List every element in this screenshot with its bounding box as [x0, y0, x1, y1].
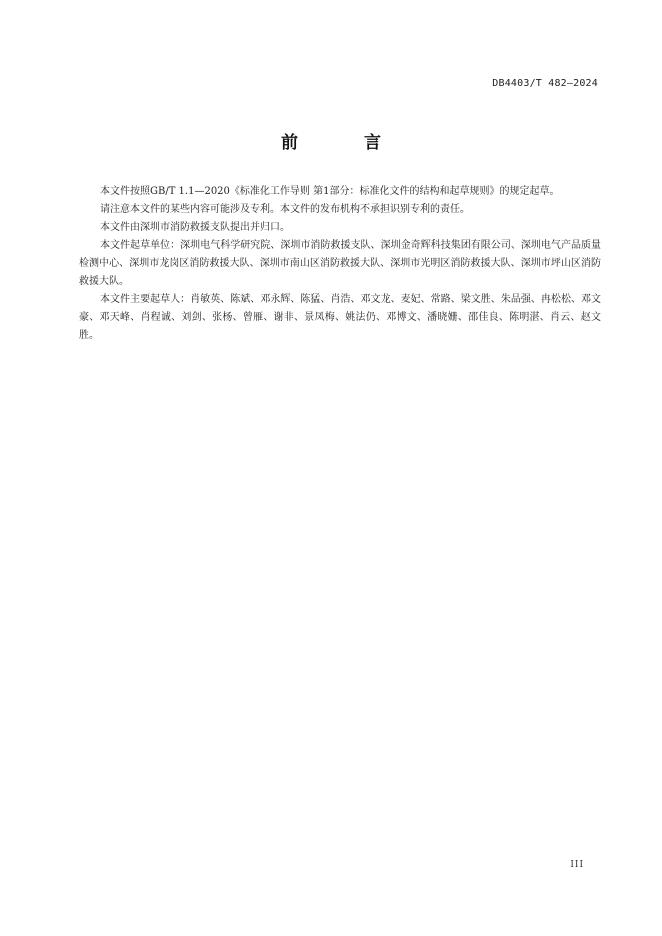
paragraph-drafting-units: 本文件起草单位：深圳电气科学研究院、深圳市消防救援支队、深圳金奇辉科技集团有限公司、深圳电气产品质量检测中心、深圳市龙岗区消防救援大队、深圳市南山区消防救援大队、深圳市光明区消防救援大队、深圳市坪山区消防救援大队。: [79, 240, 601, 287]
paragraph-proposer: 本文件由深圳市消防救援支队提出并归口。: [100, 222, 290, 233]
document-code: DB4403/T 482—2024: [492, 78, 598, 89]
paragraph-patent-notice: 请注意本文件的某些内容可能涉及专利。本文件的发布机构不承担识别专利的责任。: [100, 204, 470, 215]
page-number: III: [570, 860, 584, 870]
paragraph-drafting-rules: 本文件按照GB/T 1.1—2020《标准化工作导则 第1部分：标准化文件的结构和起草规则》的规定起草。: [100, 186, 560, 197]
page-title: 前 言: [281, 133, 411, 153]
foreword-body: [79, 183, 601, 345]
paragraph-drafters: 本文件主要起草人：肖敏英、陈斌、邓永辉、陈猛、肖浩、邓文龙、麦妃、常路、梁文胜、朱品强、冉松松、邓文豪、邓天峰、肖程诚、刘剑、张杨、曾雁、谢非、景凤梅、姚法仍、邓博文、潘晓姗、邵佳良、陈明湛、肖云、赵文胜。: [79, 294, 601, 341]
